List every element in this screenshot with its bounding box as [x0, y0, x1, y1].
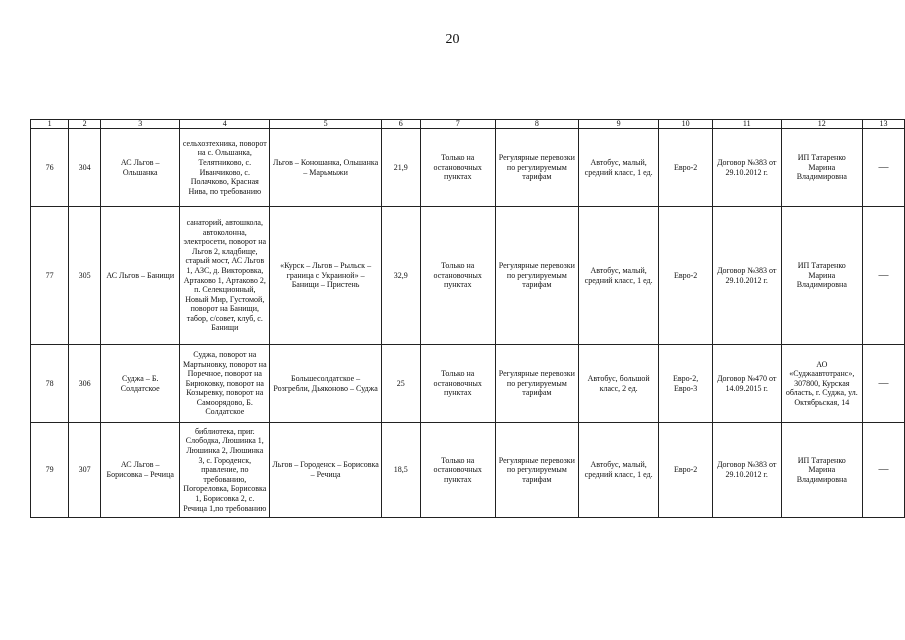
route-length: 18,5 — [381, 423, 420, 518]
column-number: 10 — [659, 120, 712, 129]
contract: Договор №383 от 29.10.2012 г. — [712, 207, 781, 345]
contract: Договор №383 от 29.10.2012 г. — [712, 129, 781, 207]
route-streets: Большесолдатское – Розгребли, Дьяконово – Суджа — [270, 345, 382, 423]
page-number: 20 — [445, 32, 460, 47]
column-number: 9 — [578, 120, 659, 129]
row-index: 79 — [31, 423, 69, 518]
notes: — — [862, 207, 904, 345]
eco-class: Евро-2 — [659, 423, 712, 518]
column-number-row — [31, 120, 905, 129]
notes: — — [862, 345, 904, 423]
column-number: 12 — [781, 120, 862, 129]
route-name: АС Льгов – Банищи — [101, 207, 180, 345]
transport-type: Регулярные перевозки по регулируемым тарифам — [495, 423, 578, 518]
table-row — [31, 423, 905, 518]
vehicle-class: Автобус, большой класс, 2 ед. — [578, 345, 659, 423]
column-number: 2 — [69, 120, 101, 129]
route-streets: «Курск – Льгов – Рыльск – граница с Украиной» – Банищи – Пристень — [270, 207, 382, 345]
row-index: 76 — [31, 129, 69, 207]
route-stops: сельхозтехника, поворот на с. Ольшанка, Телятниково, с. Иванчиково, с. Полачково, Красная Нива, по требованию — [180, 129, 270, 207]
vehicle-class: Автобус, малый, средний класс, 1 ед. — [578, 129, 659, 207]
column-number: 11 — [712, 120, 781, 129]
routes-table — [30, 119, 905, 518]
route-name: Суджа – Б. Солдатское — [101, 345, 180, 423]
transport-type: Регулярные перевозки по регулируемым тарифам — [495, 345, 578, 423]
table-row — [31, 129, 905, 207]
route-number: 307 — [69, 423, 101, 518]
carrier: АО «Суджаавтотранс», 307800, Курская область, г. Суджа, ул. Октябрьская, 14 — [781, 345, 862, 423]
table-row — [31, 207, 905, 345]
route-name: АС Льгов – Ольшанка — [101, 129, 180, 207]
eco-class: Евро-2, Евро-3 — [659, 345, 712, 423]
route-stops: санаторий, автошкола, автоколонна, электросети, поворот на Льгов 2, кладбище, старый мост, АС Льгов 1, АЗС, д. Викторовка, Артаково 1, Артаково 2, п. Селекционный, Новый Мир, Густомой, поворот на Банищи, табор, с/совет, клуб, с. Банищи — [180, 207, 270, 345]
table-row — [31, 345, 905, 423]
column-number: 6 — [381, 120, 420, 129]
route-length: 25 — [381, 345, 420, 423]
boarding-order: Только на остановочных пунктах — [420, 207, 495, 345]
contract: Договор №383 от 29.10.2012 г. — [712, 423, 781, 518]
route-length: 21,9 — [381, 129, 420, 207]
row-index: 78 — [31, 345, 69, 423]
column-number: 13 — [862, 120, 904, 129]
transport-type: Регулярные перевозки по регулируемым тарифам — [495, 129, 578, 207]
route-length: 32,9 — [381, 207, 420, 345]
notes: — — [862, 129, 904, 207]
carrier: ИП Татаренко Марина Владимировна — [781, 423, 862, 518]
eco-class: Евро-2 — [659, 207, 712, 345]
carrier: ИП Татаренко Марина Владимировна — [781, 129, 862, 207]
boarding-order: Только на остановочных пунктах — [420, 129, 495, 207]
eco-class: Евро-2 — [659, 129, 712, 207]
route-number: 304 — [69, 129, 101, 207]
route-stops: библиотека, приг. Слободка, Люшинка 1, Люшинка 2, Люшинка 3, с. Городенск, правление, по требованию, Погореловка, Борисовка 1, Борисовка 2, с. Речица 1,по требованию — [180, 423, 270, 518]
column-number: 1 — [31, 120, 69, 129]
contract: Договор №470 от 14.09.2015 г. — [712, 345, 781, 423]
column-number: 4 — [180, 120, 270, 129]
column-number: 5 — [270, 120, 382, 129]
route-name: АС Льгов – Борисовка – Речица — [101, 423, 180, 518]
vehicle-class: Автобус, малый, средний класс, 1 ед. — [578, 423, 659, 518]
column-number: 7 — [420, 120, 495, 129]
row-index: 77 — [31, 207, 69, 345]
column-number: 8 — [495, 120, 578, 129]
route-streets: Льгов – Городенск – Борисовка – Речица — [270, 423, 382, 518]
route-streets: Льгов – Коношанка, Ольшанка – Марьмыжи — [270, 129, 382, 207]
boarding-order: Только на остановочных пунктах — [420, 423, 495, 518]
route-number: 305 — [69, 207, 101, 345]
boarding-order: Только на остановочных пунктах — [420, 345, 495, 423]
transport-type: Регулярные перевозки по регулируемым тарифам — [495, 207, 578, 345]
column-number: 3 — [101, 120, 180, 129]
vehicle-class: Автобус, малый, средний класс, 1 ед. — [578, 207, 659, 345]
route-number: 306 — [69, 345, 101, 423]
carrier: ИП Татаренко Марина Владимировна — [781, 207, 862, 345]
route-stops: Суджа, поворот на Мартыновку, поворот на Поречное, поворот на Бирюковку, поворот на Козыревку, поворот на Самоорядово, Б. Солдатское — [180, 345, 270, 423]
notes: — — [862, 423, 904, 518]
